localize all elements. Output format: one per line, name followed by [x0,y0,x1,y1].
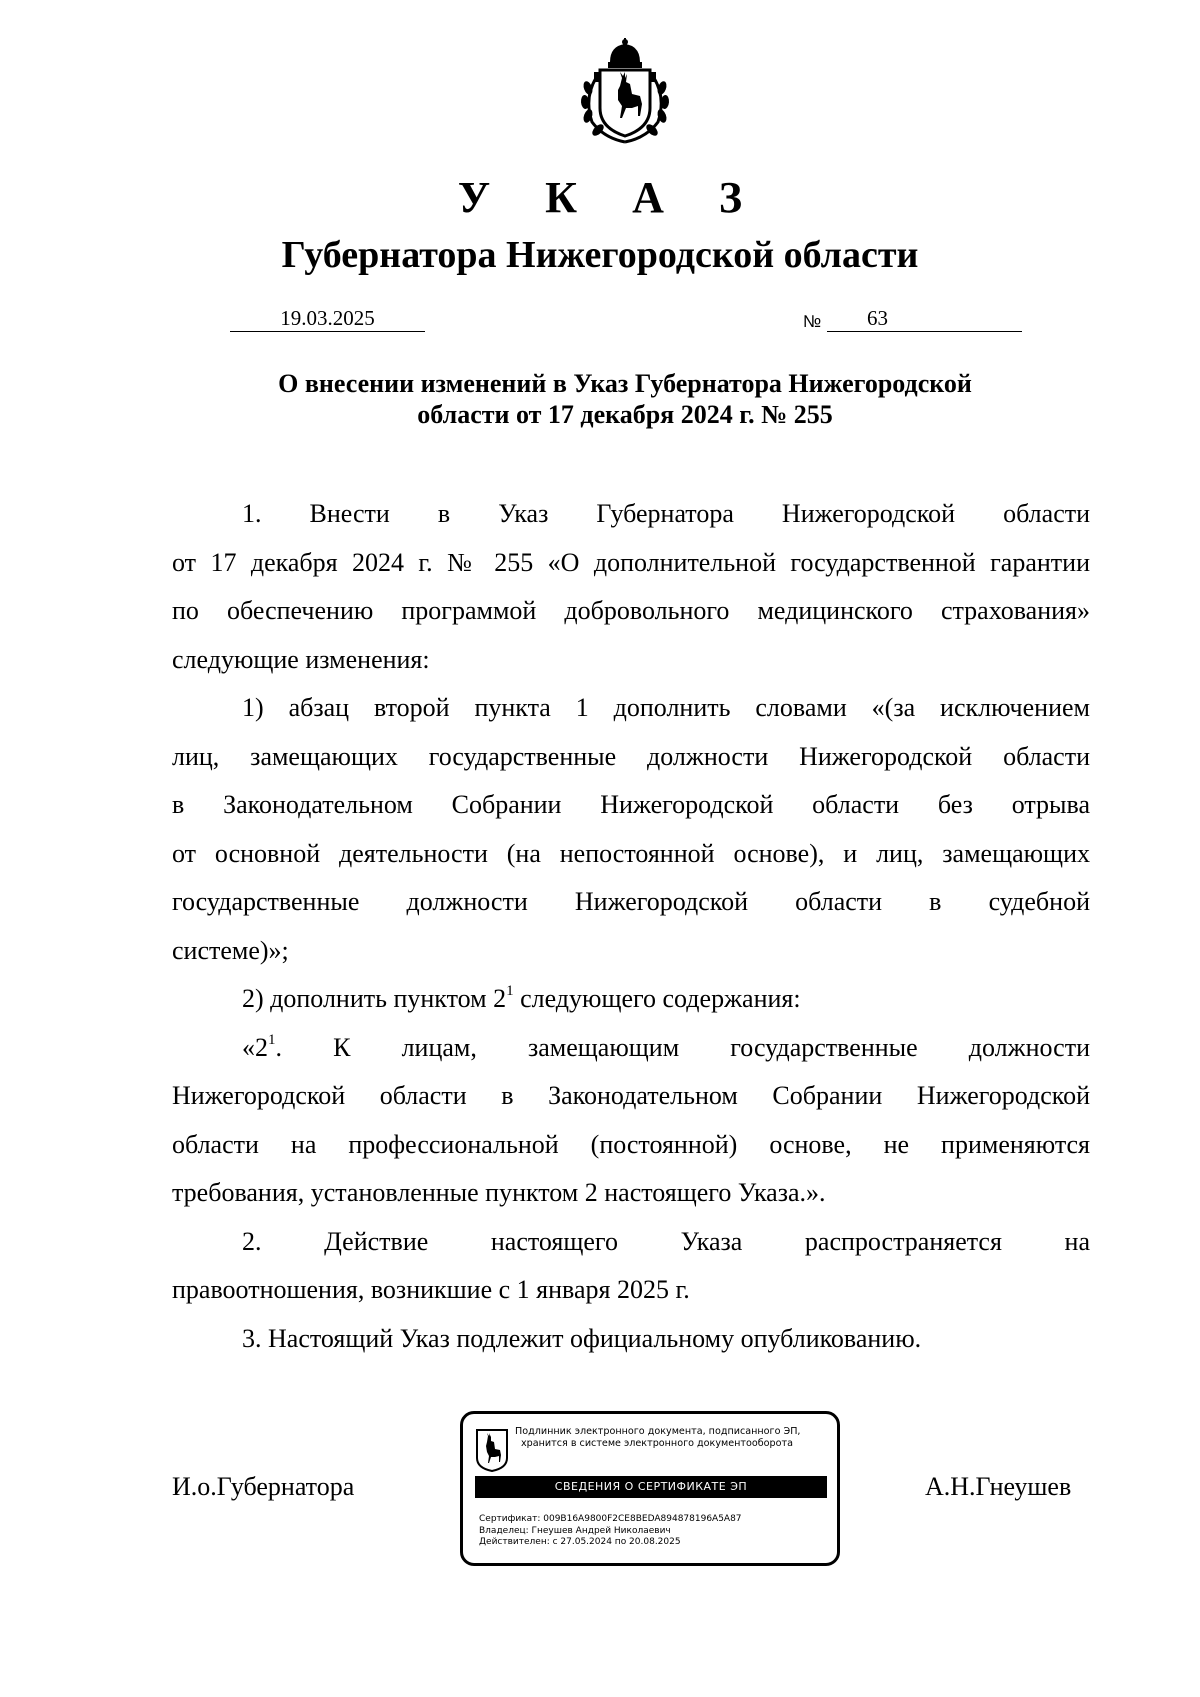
document-body [172,490,1090,1363]
stamp-certificate-info [479,1514,742,1549]
deer-emblem-icon [475,1428,509,1472]
certificate-id: Сертификат: 009B16A9800F2CE8BEDA894878196A5A87 [479,1514,742,1524]
quote-line-2: Нижегородской области в Законодательном Собрании Нижегородской [172,1081,1090,1110]
stamp-title-bar: СВЕДЕНИЯ О СЕРТИФИКАТЕ ЭП [475,1476,827,1498]
subitem-1-line-6: системе)»; [172,935,289,965]
document-issuer: Губернатора Нижегородской области [281,234,919,276]
quote-line-1: «$2^1$. К лицам, замещающим государственные должности [242,1031,1090,1062]
subitem-1-line-4: от основной деятельности (на непостоянной основе), и лиц, замещающих [172,838,1090,868]
certificate-validity: Действителен: с 27.05.2024 по 20.08.2025 [479,1537,681,1547]
document-date: 19.03.2025 [230,305,425,332]
document-number: 63 [867,306,888,330]
document-number-field [827,305,1022,332]
subitem-1-line-3: в Законодательном Собрании Нижегородской области без отрыва [172,790,1090,819]
document-heading [230,368,1020,430]
subitem-1-line-1: 1) абзац второй пункта 1 дополнить словами «(за исключением [242,693,1090,722]
paragraph-2-line-1: 2. Действие настоящего Указа распространяется на [242,1226,1090,1256]
paragraph-1-line-2: от 17 декабря 2024 г. № 255 «О дополнительной государственной гарантии [172,547,1090,577]
quote-line-3: области на профессиональной (постоянной) основе, не применяются [172,1129,1090,1159]
paragraph-1-line-3: по обеспечению программой добровольного медицинского страхования» [172,596,1090,625]
nizhny-novgorod-coat-of-arms-icon [570,38,680,148]
paragraph-1-line-1: 1. Внести в Указ Губернатора Нижегородской области [242,499,1091,528]
signer-name: А.Н.Гнеушев [925,1472,1072,1501]
electronic-signature-stamp [460,1411,840,1566]
subitem-2-line-1: 2) дополнить пунктом $2^1$ следующего содержания: [242,983,801,1013]
stamp-header: Подлинник электронного документа, подписанного ЭП, хранится в системе электронного документооборота [515,1426,801,1449]
document-title: У К А З [457,173,765,222]
heading-line: области от 17 декабря 2024 г. № 255 [417,400,833,429]
paragraph-3-line-1: 3. Настоящий Указ подлежит официальному опубликованию. [242,1323,922,1353]
certificate-owner: Владелец: Гнеушев Андрей Николаевич [479,1525,671,1536]
heading-line: О внесении изменений в Указ Губернатора Нижегородской [278,369,972,398]
paragraph-2-line-2: правоотношения, возникшие с 1 января 2025 г. [172,1275,690,1304]
paragraph-1-line-4: следующие изменения: [172,644,430,674]
subitem-1-line-2: лиц, замещающих государственные должности Нижегородской области [172,741,1090,771]
number-sign: № [803,312,822,331]
quote-line-4: требования, установленные пунктом 2 настоящего Указа.». [172,1178,826,1207]
signer-position: И.о.Губернатора [172,1472,355,1501]
subitem-1-line-5: государственные должности Нижегородской области в судебной [172,887,1090,916]
